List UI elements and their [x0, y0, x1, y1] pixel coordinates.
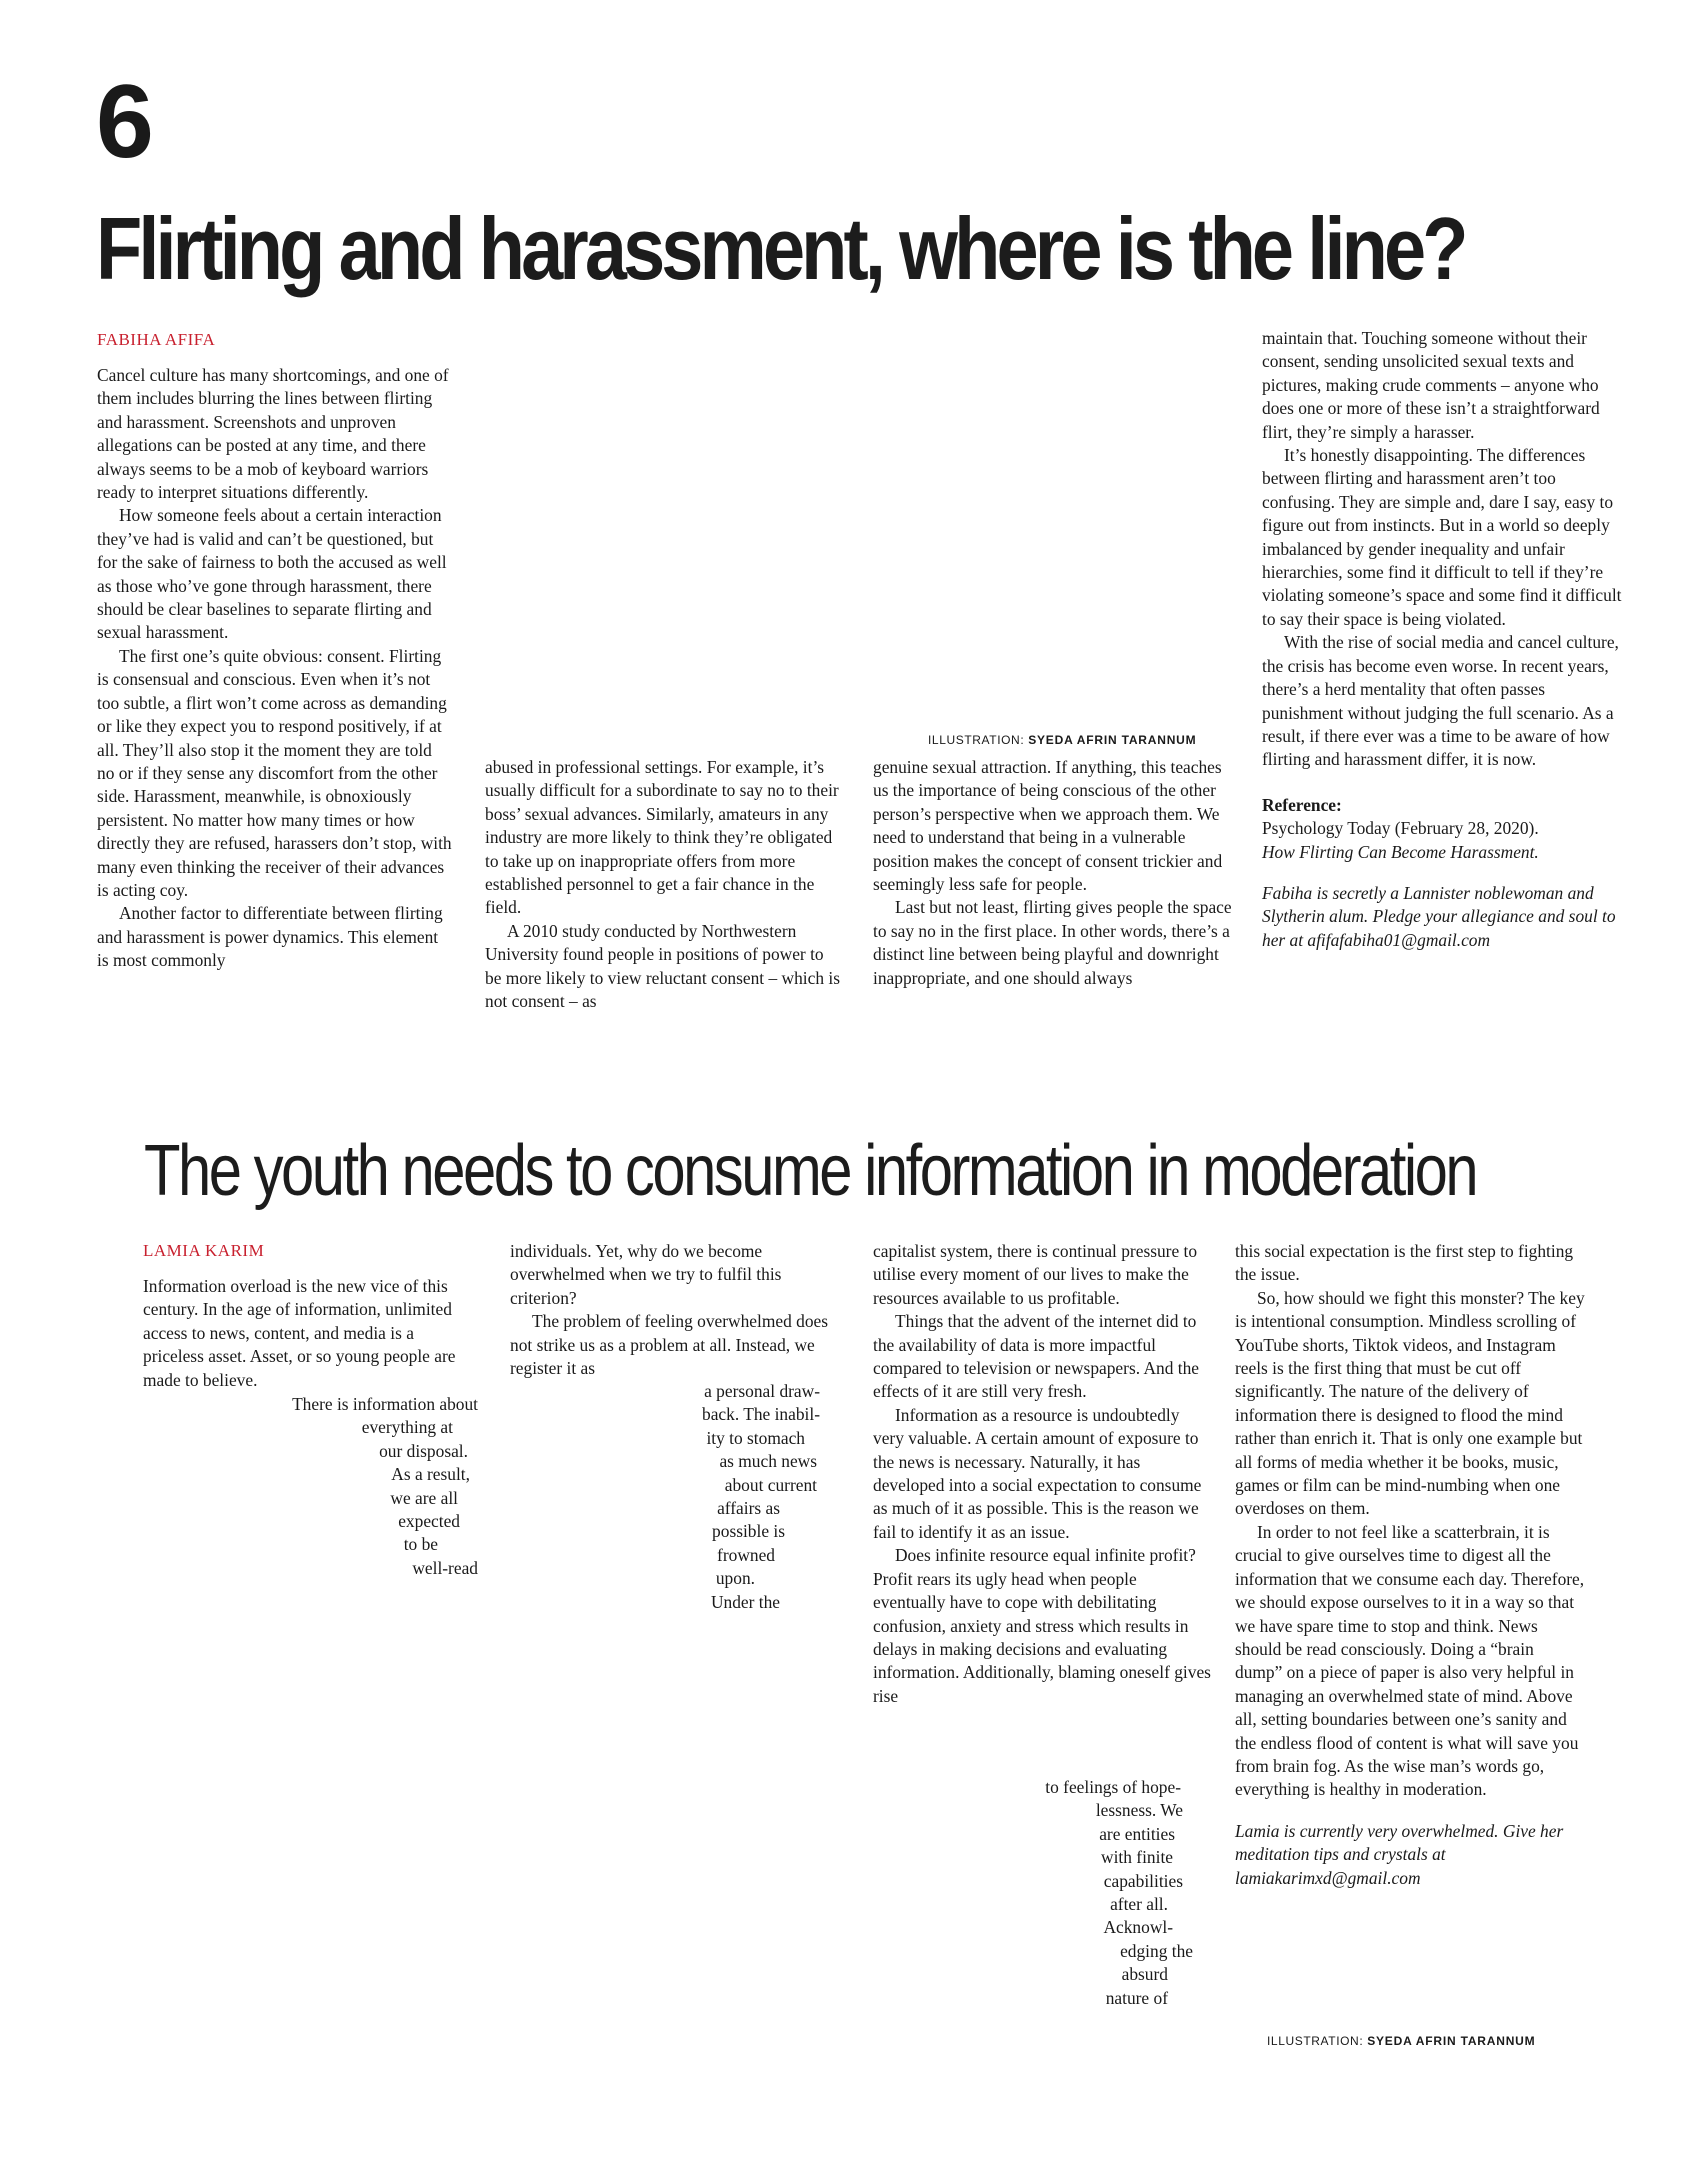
text-line: Under the [710, 1591, 780, 1612]
paragraph: capitalist system, there is continual pressure to utilise every moment of our lives to make the resources available to us profitable. [873, 1241, 1198, 1308]
text-line: possible is [712, 1521, 785, 1542]
article-column-3 [873, 1240, 1213, 1708]
text-line: lessness. We [1095, 1800, 1183, 1821]
paragraph: It’s honestly disappointing. The differences between flirting and harassment aren’t too confusing. They are simple and, dare I say, easy to figure out from instincts. But in a world so deeply imbalanced by gender inequality and unfair hierarchies, some find it difficult to tell if they’re violating someone’s space and some find it difficult to say their space is being violated. [1262, 445, 1622, 629]
paragraph: Last but not least, flirting gives people the space to say no in the first place. In other words, there’s a distinct line between being playful and downright inappropriate, and one should always [873, 897, 1232, 988]
reference-source: Psychology Today (February 28, 2020). [1262, 818, 1539, 839]
text-line: well-read [412, 1557, 478, 1578]
article-column-4 [1262, 327, 1624, 952]
illustration-credit: ILLUSTRATION: SYEDA AFRIN TARANNUM [928, 733, 1197, 747]
text-line: ity to stomach [706, 1427, 805, 1448]
text-line: capabilities [1103, 1870, 1183, 1891]
author-bio: Lamia is currently very overwhelmed. Give her meditation tips and crystals at lamiakarimxd@gmail.com [1235, 1820, 1564, 1888]
article-column-4 [1235, 1240, 1585, 1890]
article-column-2 [485, 756, 840, 1013]
paragraph: Information as a resource is undoubtedly very valuable. A certain amount of exposure to the news is necessary. Naturally, it has developed into a social expectation to consume as much of it as possible. This is the reason we fail to identify it as an issue. [873, 1404, 1202, 1542]
page-number: 6 [96, 64, 152, 180]
article-headline: Flirting and harassment, where is the line? [96, 199, 1465, 298]
article-column-2 [510, 1240, 852, 1380]
text-line: frowned [717, 1544, 775, 1565]
text-line: everything at [361, 1417, 453, 1438]
paragraph: Does infinite resource equal infinite profit? Profit rears its ugly head when people eventually have to cope with debilitating confusion, anxiety and stress which results in delays in making decisions and evaluating information. Additionally, blaming oneself gives rise [873, 1545, 1211, 1706]
text-line: absurd [1121, 1964, 1168, 1985]
illustration-credit: ILLUSTRATION: SYEDA AFRIN TARANNUM [1267, 2034, 1536, 2048]
paragraph: How someone feels about a certain interaction they’ve had is valid and can’t be questioned, but for the sake of fairness to both the accused as well as those who’ve gone through harassment, there should be clear baselines to separate flirting and sexual harassment. [97, 505, 447, 643]
paragraph: With the rise of social media and cancel culture, the crisis has become even worse. In recent years, there’s a herd mentality that often passes punishment without judging the full scenario. As a result, if there ever was a time to be aware of how flirting and harassment differ, it is now. [1262, 632, 1619, 770]
text-line: upon. [715, 1568, 755, 1589]
text-line: about current [724, 1474, 817, 1495]
text-line: we are all [390, 1487, 458, 1508]
text-line: nature of [1105, 1987, 1168, 2008]
ragged-text-wrap [510, 1380, 820, 1614]
ragged-text-wrap [873, 1776, 1213, 2010]
text-line: edging the [1120, 1940, 1193, 1961]
text-line: our disposal. [379, 1440, 468, 1461]
text-line: expected [398, 1511, 460, 1532]
paragraph: Things that the advent of the internet did to the availability of data is more impactful compared to television or newspapers. And the effects of it are still very fresh. [873, 1311, 1199, 1402]
paragraph: In order to not feel like a scatterbrain, it is crucial to give ourselves time to digest all the information that we consume each day. Therefore, we should expose ourselves to it in a way so that we have spare time to stop and think. News should be read consciously. Doing a “brain dump” on a piece of paper is also very helpful in managing an overwhelmed state of mind. Above all, setting boundaries between one’s sanity and the endless flood of content is what will save you from brain fog. As the wise man’s words go, everything is healthy in moderation. [1235, 1521, 1585, 1800]
text-line: Acknowl- [1103, 1917, 1173, 1938]
paragraph: abused in professional settings. For example, it’s usually difficult for a subordinate to say no to their boss’ sexual advances. Similarly, amateurs in any industry are more likely to think they’re obligated to take up on inappropriate offers from more established personnel to get a fair chance in the field. [485, 757, 839, 918]
author-byline: FABIHA AFIFA [97, 330, 216, 349]
article-column-1 [143, 1275, 478, 1392]
text-line: affairs as [717, 1498, 780, 1519]
article-headline: The youth needs to consume information in moderation [144, 1131, 1477, 1211]
text-line: As a result, [391, 1464, 470, 1485]
text-line: after all. [1110, 1894, 1168, 1915]
text-line: a personal draw- [704, 1381, 820, 1401]
article-column-1 [97, 364, 452, 973]
text-line: to feelings of hope- [1045, 1777, 1181, 1797]
author-byline: LAMIA KARIM [143, 1241, 265, 1260]
text-line: with finite [1101, 1847, 1173, 1868]
reference-block [1262, 794, 1624, 864]
text-line: are entities [1099, 1823, 1175, 1844]
text-line: back. The inabil- [702, 1404, 820, 1425]
author-bio: Fabiha is secretly a Lannister noblewoman and Slytherin alum. Pledge your allegiance and soul to her at afifafabiha01@gmail.com [1262, 882, 1616, 950]
paragraph: Another factor to differentiate between flirting and harassment is power dynamics. This element is most commonly [97, 903, 443, 971]
text-line: as much news [719, 1451, 817, 1472]
reference-heading: Reference: [1262, 794, 1342, 815]
paragraph: individuals. Yet, why do we become overwhelmed when we try to fulfil this criterion? [510, 1241, 782, 1308]
paragraph: The problem of feeling overwhelmed does not strike us as a problem at all. Instead, we register it as [510, 1311, 829, 1379]
ragged-text-wrap [143, 1393, 478, 1580]
reference-title: How Flirting Can Become Harassment. [1262, 841, 1539, 862]
text-line: to be [403, 1534, 438, 1555]
paragraph: The first one’s quite obvious: consent. Flirting is consensual and conscious. Even when it’s not too subtle, a flirt won’t come across as demanding or like they expect you to respond positively, if at all. They’ll also stop it the moment they are told no or if they sense any discomfort from the other side. Harassment, meanwhile, is obnoxiously persistent. No matter how many times or how directly they are refused, harassers don’t stop, with many even thinking the receiver of their advances is acting coy. [97, 645, 452, 900]
paragraph: this social expectation is the first step to fighting the issue. [1235, 1241, 1574, 1285]
paragraph: Information overload is the new vice of this century. In the age of information, unlimited access to news, content, and media is a priceless asset. Asset, or so young people are made to believe. [143, 1276, 456, 1390]
paragraph: A 2010 study conducted by Northwestern University found people in positions of power to be more likely to view reluctant consent – which is not consent – as [485, 920, 840, 1012]
text-line: There is information about [292, 1394, 478, 1414]
paragraph: Cancel culture has many shortcomings, and one of them includes blurring the lines between flirting and harassment. Screenshots and unproven allegations can be posted at any time, and there always seems to be a mob of keyboard warriors ready to interpret situations differently. [97, 365, 449, 503]
paragraph: So, how should we fight this monster? The key is intentional consumption. Mindless scrolling of YouTube shorts, Tiktok videos, and Instagram reels is the first thing that must be cut off significantly. The nature of the delivery of information there is designed to flood the mind rather than enrich it. That is only one example but all forms of media whether it be books, music, games or film can be mind-numbing when one overdoses on them. [1235, 1287, 1585, 1519]
article-column-3 [873, 756, 1235, 990]
paragraph: maintain that. Touching someone without their consent, sending unsolicited sexual texts and pictures, making crude comments – anyone who does one or more of these isn’t a straightforward flirt, they’re simply a harasser. [1262, 328, 1600, 442]
paragraph: genuine sexual attraction. If anything, this teaches us the importance of being conscious of the other person’s perspective when we approach them. We need to understand that being in a vulnerable position makes the concept of consent trickier and seemingly less safe for people. [873, 757, 1223, 895]
